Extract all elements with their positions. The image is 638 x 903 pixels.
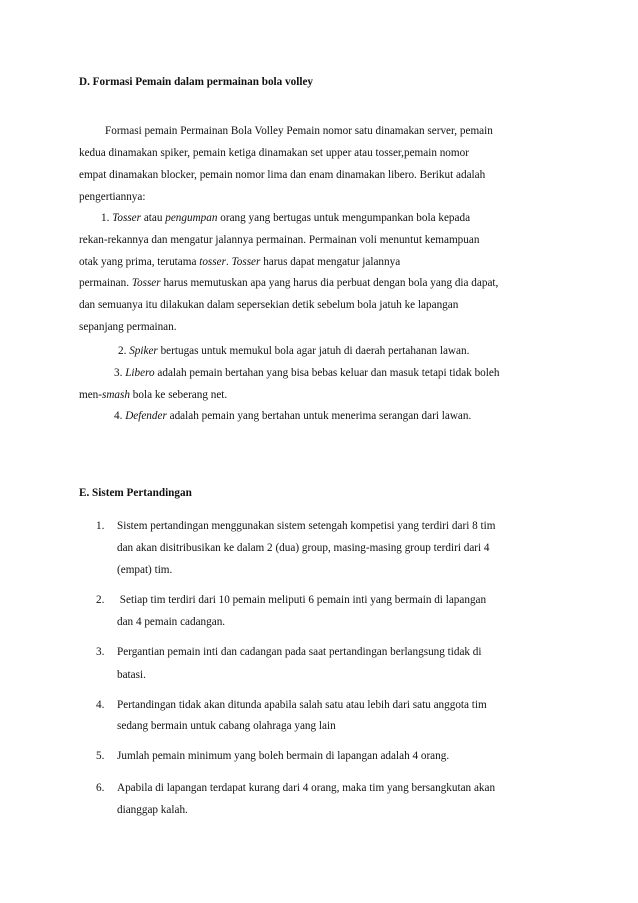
term-libero: Libero xyxy=(125,367,155,379)
e-item-1-line-2: dan akan disitribusikan ke dalam 2 (dua) group, masing-masing group terdiri dari 4 xyxy=(117,542,490,554)
e-item-2-number: 2. xyxy=(96,594,105,606)
list-item-1-line-5: dan semuanya itu dilakukan dalam sepersekian detik sebelum bola jatuh ke lapangan xyxy=(79,299,459,311)
section-e-heading: E. Sistem Pertandingan xyxy=(79,487,192,499)
e-item-5-line-1: Jumlah pemain minimum yang boleh bermain di lapangan adalah 4 orang. xyxy=(117,750,450,762)
e-item-5-number: 5. xyxy=(96,750,105,762)
term-tosser: Tosser xyxy=(231,256,261,268)
text: bola ke seberang net. xyxy=(129,389,228,401)
text: bertugas untuk memukul bola agar jatuh di daerah pertahanan lawan. xyxy=(157,345,470,357)
text: otak yang prima, terutama xyxy=(79,256,200,268)
e-item-2-line-2: dan 4 pemain cadangan. xyxy=(117,616,226,628)
list-item-3-line-1 xyxy=(114,366,499,380)
term-pengumpan: pengumpan xyxy=(165,212,218,224)
term-smash: smash xyxy=(102,389,130,401)
e-item-6-line-2: dianggap kalah. xyxy=(117,804,188,816)
list-item-1-line-1 xyxy=(101,211,470,225)
list-item-1-line-4 xyxy=(79,276,498,290)
text: adalah pemain bertahan yang bisa bebas keluar dan masuk tetapi tidak boleh xyxy=(154,367,500,379)
e-item-3-line-2: batasi. xyxy=(117,669,146,681)
intro-line-2: kedua dinamakan spiker, pemain ketiga dinamakan set upper atau tosser,pemain nomor xyxy=(79,147,469,159)
text: orang yang bertugas untuk mengumpankan bola kepada xyxy=(217,212,471,224)
text: . xyxy=(225,256,232,268)
e-item-4-line-2: sedang bermain untuk cabang olahraga yang lain xyxy=(117,720,336,732)
e-item-1-line-3: (empat) tim. xyxy=(117,564,173,576)
text: harus memutuskan apa yang harus dia perbuat dengan bola yang dia dapat, xyxy=(160,277,499,289)
item-number: 2. xyxy=(118,345,127,357)
intro-line-4: pengertiannya: xyxy=(79,191,146,203)
term-defender: Defender xyxy=(125,410,167,422)
text: permainan. xyxy=(79,277,132,289)
list-item-1-line-6: sepanjang permainan. xyxy=(79,321,177,333)
text: adalah pemain yang bertahan untuk menerima serangan dari lawan. xyxy=(166,410,472,422)
section-d-heading: D. Formasi Pemain dalam permainan bola volley xyxy=(79,76,313,88)
list-item-1-line-3 xyxy=(79,255,400,269)
e-item-6-line-1: Apabila di lapangan terdapat kurang dari 4 orang, maka tim yang bersangkutan akan xyxy=(117,782,496,794)
e-item-1-number: 1. xyxy=(96,520,105,532)
intro-line-1: Formasi pemain Permainan Bola Volley Pemain nomor satu dinamakan server, pemain xyxy=(105,125,493,137)
e-item-3-number: 3. xyxy=(96,646,105,658)
text: harus dapat mengatur jalannya xyxy=(260,256,401,268)
term-tosser: tosser xyxy=(199,256,226,268)
item-number: 4. xyxy=(114,410,123,422)
list-item-3-line-2 xyxy=(79,388,227,402)
item-number: 1. xyxy=(101,212,110,224)
list-item-2 xyxy=(118,344,469,358)
e-item-2-line-1: Setiap tim terdiri dari 10 pemain meliputi 6 pemain inti yang bermain di lapangan xyxy=(117,594,487,606)
list-item-1-line-2: rekan-rekannya dan mengatur jalannya permainan. Permainan voli menuntut kemampuan xyxy=(79,234,480,246)
e-item-3-line-1: Pergantian pemain inti dan cadangan pada saat pertandingan berlangsung tidak di xyxy=(117,646,482,658)
e-item-6-number: 6. xyxy=(96,782,105,794)
term-spiker: Spiker xyxy=(129,345,158,357)
term-tosser: Tosser xyxy=(112,212,142,224)
list-item-4 xyxy=(114,409,471,423)
text: men- xyxy=(79,389,102,401)
e-item-4-line-1: Pertandingan tidak akan ditunda apabila salah satu atau lebih dari satu anggota tim xyxy=(117,699,487,711)
text: atau xyxy=(141,212,166,224)
term-tosser: Tosser xyxy=(131,277,161,289)
item-number: 3. xyxy=(114,367,123,379)
e-item-4-number: 4. xyxy=(96,699,105,711)
intro-line-3: empat dinamakan blocker, pemain nomor lima dan enam dinamakan libero. Berikut adalah xyxy=(79,169,486,181)
e-item-1-line-1: Sistem pertandingan menggunakan sistem setengah kompetisi yang terdiri dari 8 tim xyxy=(117,520,496,532)
